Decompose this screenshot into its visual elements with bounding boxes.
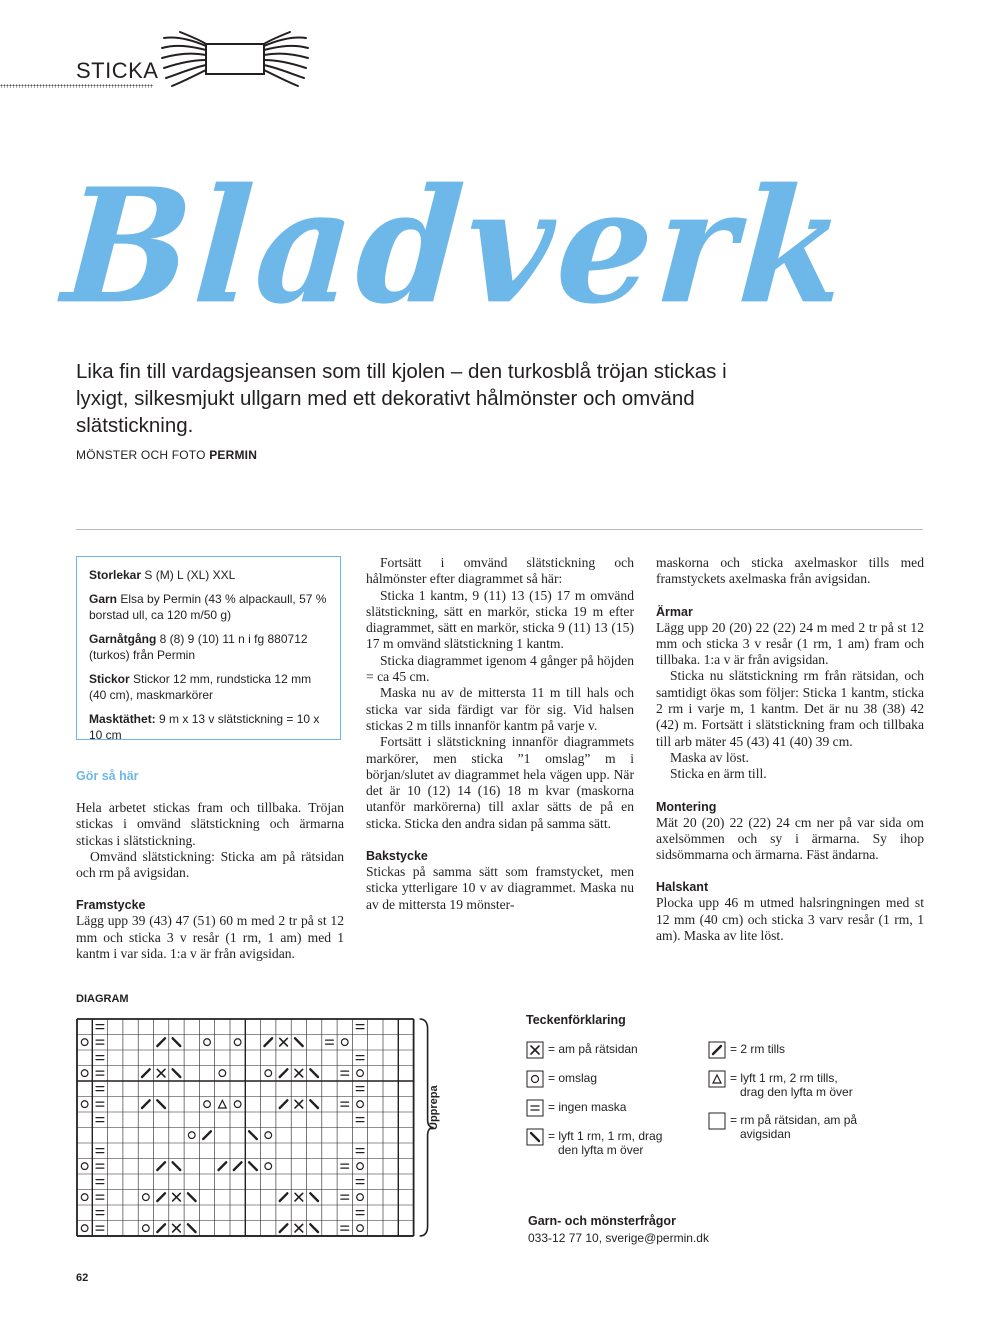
section-heading-montering: Montering: [656, 799, 717, 814]
info-text: 8 (8) 9 (10) 11 n i fg 880712 (turkos) från Permin: [89, 631, 308, 662]
chart-symbol: [264, 1038, 272, 1046]
chart-symbol: [81, 1070, 88, 1077]
materials-box: [76, 556, 341, 740]
chart-symbol: [157, 1224, 165, 1232]
chart-symbol: [219, 1162, 227, 1170]
chart-symbol: [280, 1193, 288, 1201]
chart-symbol: [157, 1069, 165, 1077]
chart-symbol: [265, 1132, 272, 1139]
chart-symbol: [356, 1180, 364, 1184]
legend-text: = lyft 1 rm, 2 rm tills, drag den lyfta m över: [730, 1071, 853, 1099]
instructions-heading: Gör så här: [76, 769, 139, 783]
chart-symbol: [356, 1056, 364, 1060]
chart-symbol: [96, 1164, 104, 1168]
chart-symbol: [81, 1163, 88, 1170]
chart-symbol: [356, 1025, 364, 1029]
chart-symbol: [96, 1180, 104, 1184]
paragraph: Sticka diagrammet igenom 4 gånger på höjden = ca 45 cm.: [366, 652, 634, 685]
chart-symbol: [81, 1101, 88, 1108]
chart-symbol: [341, 1195, 349, 1199]
chart-symbol: [265, 1163, 272, 1170]
chart-symbol: [341, 1226, 349, 1230]
chart-symbol: [280, 1224, 288, 1232]
chart-symbol: [81, 1194, 88, 1201]
chart-symbol: [341, 1164, 349, 1168]
section-heading-bakstycke: Bakstycke: [366, 849, 428, 864]
chart-symbol: [357, 1070, 364, 1077]
legend-symbol-icon: [526, 1070, 544, 1088]
chart-symbol: [295, 1193, 303, 1201]
text-column-3: [656, 555, 924, 944]
paragraph: Maska nu av de mittersta 11 m till hals och sticka var sida färdigt var för sig. Vid halsen stickas 2 m tills innanför kantm på varje v.: [366, 685, 634, 733]
chart-symbol: [341, 1071, 349, 1075]
section-heading-armar: Ärmar: [656, 604, 693, 619]
credit-label: MÖNSTER OCH FOTO: [76, 448, 206, 462]
chart-symbol: [341, 1102, 349, 1106]
info-text: Stickor 12 mm, rundsticka 12 mm (40 cm), maskmarkörer: [89, 671, 312, 702]
chart-symbol: [96, 1211, 104, 1215]
chart-symbol: [356, 1087, 364, 1091]
chart-symbol: [357, 1225, 364, 1232]
info-label: Storlekar: [89, 568, 142, 582]
legend-text: = ingen maska: [548, 1100, 627, 1114]
chart-symbol: [96, 1102, 104, 1106]
chart-symbol: [310, 1069, 318, 1077]
info-label: Masktäthet:: [89, 711, 156, 726]
legend-text: = rm på rätsidan, am på avigsidan: [730, 1113, 858, 1141]
chart-symbol: [204, 1039, 211, 1046]
chart-symbol: [310, 1224, 318, 1232]
paragraph: Hela arbetet stickas fram och tillbaka. Tröjan stickas i omvänd slätstickning och ärmarna stickas i slätstickning.: [76, 800, 344, 848]
chart-symbol: [173, 1038, 181, 1046]
chart-symbol: [341, 1039, 348, 1046]
chart-symbol: [357, 1163, 364, 1170]
chart-symbol: [357, 1194, 364, 1201]
chart-symbol: [142, 1225, 149, 1232]
chart-symbol: [295, 1100, 303, 1108]
chart-symbol: [96, 1195, 104, 1199]
info-label: Garn: [89, 591, 118, 606]
chart-symbol: [96, 1087, 104, 1091]
info-gauge: [89, 711, 330, 744]
chart-symbol: [173, 1162, 181, 1170]
paragraph: Fortsätt i omvänd slätstickning och hålmönster efter diagrammet så här:: [366, 555, 634, 587]
chart-symbol: [234, 1039, 241, 1046]
paragraph: Sticka nu slätstickning rm från rätsidan, och samtidigt ökas som följer: Sticka 1 kantm, sticka 2 rm i varje m, 1 kantm. Det är nu 38 (38) 42 (42) m. Fortsätt i slätstickning fram och tillbaka till arb mäter 45 (43) 41 (40) 39 cm.: [656, 668, 924, 749]
info-text: S (M) L (XL) XXL: [141, 568, 236, 582]
header-divider: [0, 84, 153, 88]
chart-symbol: [249, 1162, 257, 1170]
chart-symbol: [96, 1226, 104, 1230]
chart-symbol: [203, 1131, 211, 1139]
chart-symbol: [295, 1038, 303, 1046]
credit-name: PERMIN: [209, 448, 258, 462]
chart-symbol: [96, 1040, 104, 1044]
legend-symbol-icon: [526, 1128, 544, 1146]
chart-symbol: [357, 1101, 364, 1108]
info-label: Stickor: [89, 671, 130, 686]
legend-text: = lyft 1 rm, 1 rm, drag den lyfta m över: [548, 1129, 663, 1157]
article-title: Bladverk: [58, 154, 855, 340]
info-text: Elsa by Permin (43 % alpackaull, 57 % borstad ull, ca 120 m/50 g): [89, 591, 327, 622]
chart-symbol: [310, 1193, 318, 1201]
contact-info: 033-12 77 10, sverige@permin.dk: [528, 1231, 709, 1245]
paragraph: Omvänd slätstickning: Sticka am på rätsidan och rm på avigsidan.: [76, 848, 344, 881]
chart-symbol: [157, 1100, 165, 1108]
chart-symbol: [96, 1071, 104, 1075]
paragraph: Maska av löst.: [670, 749, 749, 765]
paragraph: Sticka 1 kantm, 9 (11) 13 (15) 17 m omvänd slätstickning, sätt en markör, sticka 19 m efter diagrammet, sätt en markör, sticka 9 (11) 13 (15) 17 m omvänd slätstickning 1 kantm.: [366, 587, 634, 652]
chart-symbol: [280, 1069, 288, 1077]
page-number: 62: [76, 1272, 89, 1284]
diagram-title: DIAGRAM: [76, 993, 129, 1005]
contact-title: Garn- och mönsterfrågor: [528, 1214, 676, 1228]
chart-symbol: [157, 1162, 165, 1170]
yarn-skein-icon: [160, 30, 310, 97]
chart-symbol: [173, 1224, 181, 1232]
info-label: Garnåtgång: [89, 631, 157, 646]
legend-symbol-icon: [526, 1041, 544, 1059]
paragraph: Plocka upp 46 m utmed halsringningen med st 12 mm (40 cm) och sticka 3 varv resår (1 rm, 1 am). Maska av lite löst.: [656, 895, 924, 944]
chart-symbol: [188, 1132, 195, 1139]
horizontal-rule: [76, 529, 923, 530]
chart-symbol: [356, 1149, 364, 1153]
chart-symbol: [96, 1118, 104, 1122]
repeat-label: Upprepa: [428, 1085, 440, 1130]
chart-symbol: [142, 1069, 150, 1077]
info-yarn-amount: [89, 631, 330, 664]
section-heading-framstycke: Framstycke: [76, 898, 146, 913]
text-column-2: [366, 555, 634, 913]
info-yarn: [89, 591, 330, 624]
info-needles: [89, 671, 330, 704]
paragraph: Lägg upp 39 (43) 47 (51) 60 m med 2 tr på st 12 mm och sticka 3 v resår (1 rm, 1 am) med 1 kantm i var sida. 1:a v är från avigsidan.: [76, 913, 344, 962]
chart-symbol: [356, 1211, 364, 1215]
chart-symbol: [157, 1193, 165, 1201]
chart-symbol: [234, 1101, 241, 1108]
paragraph: Sticka en ärm till.: [670, 766, 767, 782]
legend-symbol-icon: [526, 1099, 544, 1117]
legend-symbol-icon: [708, 1070, 726, 1088]
chart-symbol: [81, 1039, 88, 1046]
paragraph: Fortsätt i slätstickning innanför diagrammets markörer, men sticka ”1 omslag” m i början/slutet av diagrammet hela vägen upp. När det är 10 (12) 14 (16) 18 m kvar (maskorna utanför markörerna) till axlar sätts de på en sticka. Sticka den andra sidan på samma sätt.: [366, 734, 634, 831]
chart-symbol: [280, 1100, 288, 1108]
chart-symbol: [142, 1100, 150, 1108]
paragraph: Mät 20 (20) 22 (22) 24 cm ner på var sida om axelsömmen och sy i ärmarna. Sy ihop sidsömmarna och ärmarna. Fäst ändarna.: [656, 814, 924, 863]
chart-symbol: [219, 1100, 227, 1108]
legend-symbol-icon: [708, 1112, 726, 1130]
paragraph: Stickas på samma sätt som framstycket, men sticka ytterligare 10 v av diagrammet. Maska nu av de mittersta 19 mönster-: [366, 864, 634, 912]
chart-symbol: [188, 1193, 196, 1201]
chart-symbol: [142, 1194, 149, 1201]
knitting-chart: [76, 1015, 436, 1247]
chart-symbol: [204, 1101, 211, 1108]
info-sizes: [89, 567, 330, 584]
chart-symbol: [81, 1225, 88, 1232]
text-column-1: [76, 800, 344, 962]
info-text: 9 m x 13 v slätstickning = 10 x 10 cm: [89, 711, 320, 742]
chart-symbol: [96, 1025, 104, 1029]
chart-symbol: [280, 1038, 288, 1046]
legend-title: Teckenförklaring: [526, 1013, 626, 1027]
chart-symbol: [310, 1100, 318, 1108]
chart-symbol: [173, 1069, 181, 1077]
section-label: STICKA: [76, 58, 159, 83]
lead-paragraph: Lika fin till vardagsjeansen som till kjolen – den turkosblå tröjan stickas i lyxigt, silkesmjukt ullgarn med ett dekorativt hålmönster och omvänd slätstickning.: [76, 360, 727, 437]
chart-symbol: [173, 1193, 181, 1201]
chart-symbol: [356, 1118, 364, 1122]
section-heading-halskant: Halskant: [656, 880, 709, 895]
legend-text: = omslag: [548, 1071, 598, 1085]
legend-text: = 2 rm tills: [730, 1042, 786, 1056]
chart-symbol: [295, 1069, 303, 1077]
chart-symbol: [249, 1131, 257, 1139]
chart-symbol: [295, 1224, 303, 1232]
chart-symbol: [234, 1162, 242, 1170]
chart-symbol: [188, 1224, 196, 1232]
chart-symbol: [157, 1038, 165, 1046]
paragraph: maskorna och sticka axelmaskor tills med framstyckets axelmaska från avigsidan.: [656, 555, 924, 587]
legend-text: = am på rätsidan: [548, 1042, 638, 1056]
legend-symbol-icon: [708, 1041, 726, 1059]
chart-symbol: [326, 1040, 334, 1044]
chart-symbol: [219, 1070, 226, 1077]
paragraph: Lägg upp 20 (20) 22 (22) 24 m med 2 tr på st 12 mm och sticka 3 v resår (1 rm, 1 am) fram och tillbaka. 1:a v är från avigsidan.: [656, 619, 924, 668]
chart-symbol: [96, 1056, 104, 1060]
credit-line: [76, 448, 257, 462]
chart-symbol: [265, 1070, 272, 1077]
chart-symbol: [96, 1149, 104, 1153]
